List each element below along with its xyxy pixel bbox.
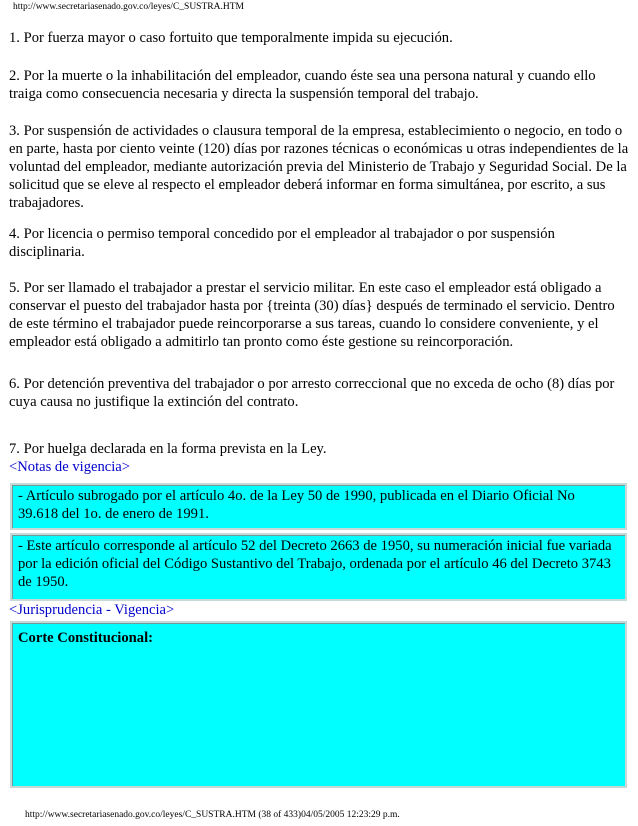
paragraph-6: 6. Por detención preventiva del trabajador o por arresto correccional que no exceda de ocho (8) días por cuya causa no justifique la extinción del contrato. [9, 376, 615, 410]
note-text-subrogado: - Artículo subrogado por el artículo 4o. de la Ley 50 de 1990, publicada en el Diario Oficial No 39.618 del 1o. de enero de 1991. [18, 488, 575, 522]
paragraph-2: 2. Por la muerte o la inhabilitación del empleador, cuando éste sea una persona natural y cuando ello traiga como consecuencia necesaria y directa la suspensión temporal del trabajo. [9, 68, 596, 102]
paragraph-3: 3. Por suspensión de actividades o clausura temporal de la empresa, establecimiento o negocio, en todo o en parte, hasta por ciento veinte (120) días por razones técnicas o económicas u otras independientes de la voluntad del empleador, mediante autorización previa del Ministerio de Trabajo y Seguridad Social. De la solicitud que se eleve al respecto el empleador deberá informar en forma simultánea, por escrito, a sus trabajadores. [9, 123, 629, 211]
notas-de-vigencia-link[interactable]: <Notas de vigencia> [9, 459, 131, 475]
paragraph-4: 4. Por licencia o permiso temporal concedido por el empleador al trabajador o por suspensión disciplinaria. [9, 226, 555, 260]
jurisprudencia-vigencia-link[interactable]: <Jurisprudencia - Vigencia> [9, 602, 175, 618]
paragraph-7: 7. Por huelga declarada en la forma prevista en la Ley. [9, 441, 327, 457]
paragraph-5: 5. Por ser llamado el trabajador a prestar el servicio militar. En este caso el empleador está obligado a conservar el puesto del trabajador hasta por {treinta (30) días} después de terminado el servicio. Dentro de este término el trabajador puede reincorporarse a sus tareas, cuando lo considere conveniente, y el empleador está obligado a admitirlo tan pronto como éste gestione su reincorporación. [9, 280, 615, 350]
note-text-decreto: - Este artículo corresponde al artículo 52 del Decreto 2663 de 1950, su numeración inicial fue variada por la edición oficial del Código Sustantivo del Trabajo, ordenada por el artículo 46 del Decreto 3743 de 1950. [18, 538, 612, 590]
corte-constitucional-box [10, 621, 627, 788]
page-footer: http://www.secretariasenado.gov.co/leyes/C_SUSTRA.HTM (38 of 433)04/05/2005 12:23:29 p.m. [25, 810, 400, 820]
page-url-header: http://www.secretariasenado.gov.co/leyes/C_SUSTRA.HTM [13, 2, 244, 12]
note-box-decreto [10, 533, 627, 601]
corte-constitucional-heading: Corte Constitucional: [18, 630, 153, 646]
note-box-subrogado [10, 483, 627, 530]
paragraph-1: 1. Por fuerza mayor o caso fortuito que temporalmente impida su ejecución. [9, 30, 453, 46]
